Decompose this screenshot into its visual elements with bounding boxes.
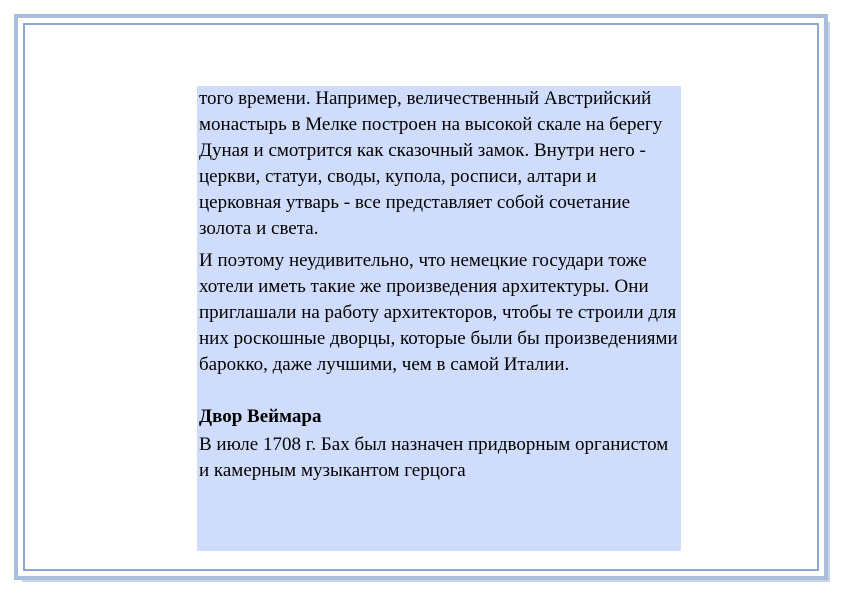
- paragraph-bach-appointment: В июле 1708 г. Бах был назначен придворным органистом и камерным музыкантом герцога: [199, 434, 669, 481]
- paragraph-melk-monastery: того времени. Например, величественный Австрийский монастырь в Мелке построен на высокой скале на берегу Дуная и смотрится как сказочный замок. Внутри него - церкви, статуи, своды, купола, росписи, алтари и церковная утварь - все представляет собой сочетание золота и света.: [199, 88, 663, 239]
- text-panel: [197, 86, 681, 551]
- paragraph-german-rulers: И поэтому неудивительно, что немецкие государи тоже хотели иметь такие же произведения архитектуры. Они приглашали на работу архитекторов, чтобы те строили для них роскошные дворцы, которые были бы произведениями барокко, даже лучшими, чем в самой Италии.: [199, 250, 678, 375]
- section-heading: Двор Веймара: [199, 406, 322, 427]
